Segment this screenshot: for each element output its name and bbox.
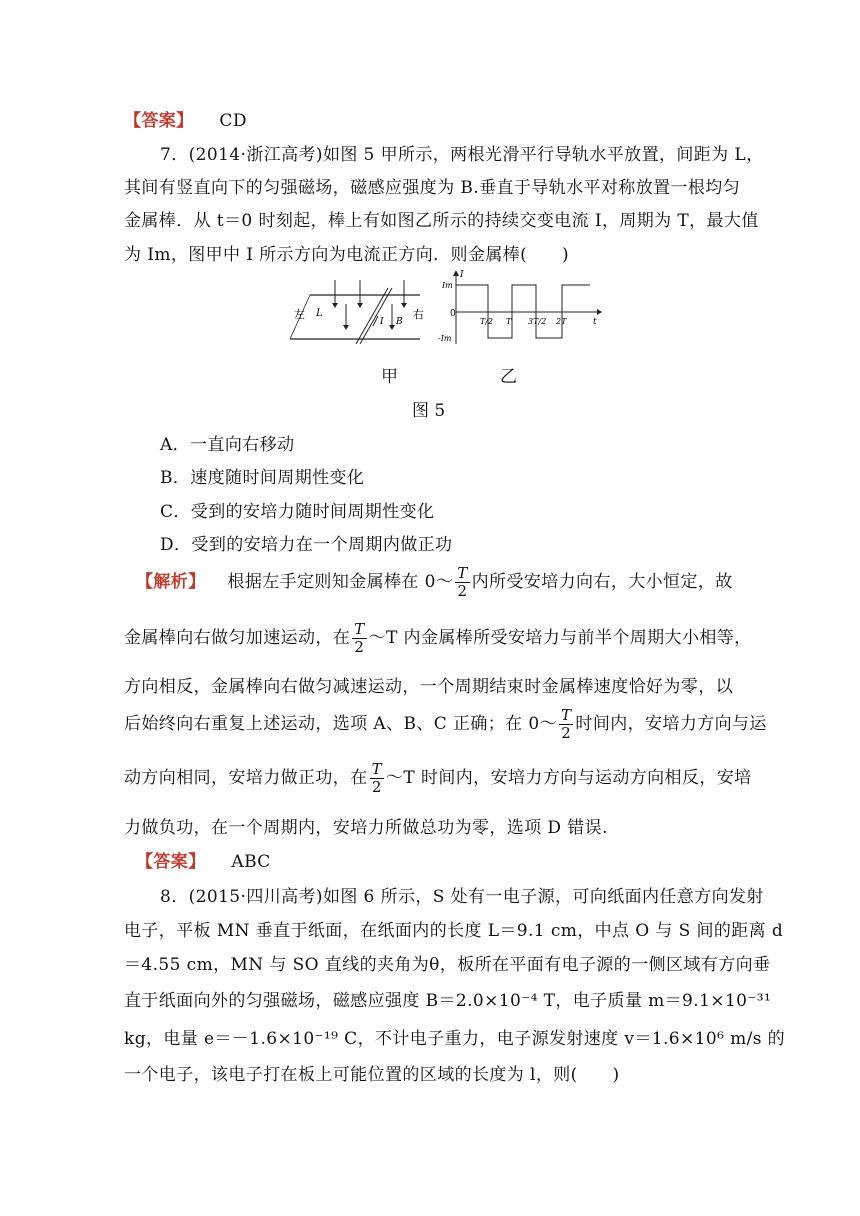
analysis-2b: ～T 内金属棒所受安培力与前半个周期大小相等， — [368, 628, 752, 648]
fraction-T-over-2: $\frac{T}{2}$ — [354, 620, 365, 656]
analysis-line-2 — [124, 622, 752, 655]
fraction-T-over-2: $\frac{T}{2}$ — [457, 564, 468, 600]
q7-line-4: 为 Im，图甲中 I 所示方向为电流正方向．则金属棒( ) — [124, 245, 570, 265]
analysis-tag: 【解析】 — [136, 572, 206, 592]
label-L: L — [316, 308, 323, 319]
label-right: 右 — [413, 308, 424, 321]
analysis-2a: 金属棒向右做匀加速运动，在 — [124, 628, 351, 648]
tick-2T: 2T — [556, 317, 567, 326]
figure-5-svg — [280, 268, 620, 358]
q7-line-2: 其间有竖直向下的匀强磁场，磁感应强度为 B.垂直于导轨水平对称放置一根均匀 — [124, 178, 741, 198]
label-I: I — [380, 317, 384, 327]
tick-T: T — [506, 317, 512, 326]
analysis-1b: 内所受安培力向右，大小恒定，故 — [471, 572, 733, 592]
figure-caption-jia: 甲 — [381, 367, 398, 387]
analysis-line-3: 方向相反，金属棒向右做匀减速运动，一个周期结束时金属棒速度恰好为零，以 — [124, 677, 733, 697]
option-b: B．速度随时间周期性变化 — [160, 468, 365, 488]
figure-title: 图 5 — [412, 401, 446, 421]
analysis-5b: ～T 时间内，安培力方向与运动方向相反，安培 — [386, 768, 752, 788]
answer-text: CD — [219, 111, 247, 131]
option-a: A．一直向右移动 — [160, 435, 295, 455]
Im-label: Im — [442, 281, 453, 290]
label-left: 左 — [294, 308, 305, 321]
zero-label: 0 — [450, 309, 456, 319]
q7-line-1: 7．(2014·浙江高考)如图 5 甲所示，两根光滑平行导轨水平放置，间距为 L， — [160, 145, 764, 165]
answer-tag-2: 【答案】 — [136, 852, 206, 872]
q8-line-4: 直于纸面向外的匀强磁场，磁感应强度 B＝2.0×10⁻⁴ T，电子质量 m＝9.1×10⁻³¹ — [124, 991, 772, 1011]
analysis-5a: 动方向相同，安培力做正功，在 — [124, 768, 368, 788]
answer-text-2: ABC — [231, 852, 271, 872]
analysis-line-4 — [124, 708, 767, 741]
metal-rod — [356, 288, 388, 344]
answer-line-2 — [136, 847, 271, 872]
analysis-line-6: 力做负功，在一个周期内，安培力所做总功为零，选项 D 错误. — [124, 818, 608, 838]
analysis-1a: 根据左手定则知金属棒在 0～ — [227, 572, 454, 592]
q8-line-5: kg，电量 e＝－1.6×10⁻¹⁹ C，不计电子重力，电子源发射速度 v＝1.6×10⁶ m/s 的 — [124, 1029, 786, 1049]
q7-line-3: 金属棒．从 t＝0 时刻起，棒上有如图乙所示的持续交变电流 I，周期为 T，最大值 — [124, 211, 759, 231]
axis-I-label: I — [460, 270, 464, 280]
analysis-4b: 时间内，安培力方向与运 — [575, 714, 767, 734]
analysis-4a: 后始终向右重复上述运动，选项 A、B、C 正确；在 0～ — [124, 714, 558, 734]
option-d: D．受到的安培力在一个周期内做正功 — [160, 535, 453, 555]
q8-line-3: ＝4.55 cm，MN 与 SO 直线的夹角为θ，板所在平面有电子源的一侧区域有方向垂 — [124, 955, 771, 975]
axis-t-label: t — [593, 317, 597, 327]
figure-5 — [280, 268, 620, 358]
tick-3T2: 3T/2 — [528, 317, 547, 326]
fraction-T-over-2: $\frac{T}{2}$ — [561, 706, 572, 742]
analysis-line-1 — [136, 566, 733, 599]
option-c: C．受到的安培力随时间周期性变化 — [160, 502, 435, 522]
fraction-T-over-2: $\frac{T}{2}$ — [371, 760, 383, 796]
answer-line-1 — [124, 106, 247, 131]
analysis-line-5 — [124, 762, 752, 795]
q8-line-6: 一个电子，该电子打在板上可能位置的区域的长度为 l，则( ) — [124, 1065, 620, 1085]
neg-Im-label: -Im — [438, 334, 452, 343]
q8-line-2: 电子，平板 MN 垂直于纸面，在纸面内的长度 L＝9.1 cm，中点 O 与 S 间的距离 d — [124, 921, 784, 941]
label-B: B — [396, 317, 403, 327]
figure-caption-yi: 乙 — [500, 367, 517, 387]
q8-line-1: 8．(2015·四川高考)如图 6 所示，S 处有一电子源，可向纸面内任意方向发射 — [160, 887, 764, 907]
answer-tag: 【答案】 — [124, 111, 194, 131]
tick-T2: T/2 — [480, 317, 494, 326]
